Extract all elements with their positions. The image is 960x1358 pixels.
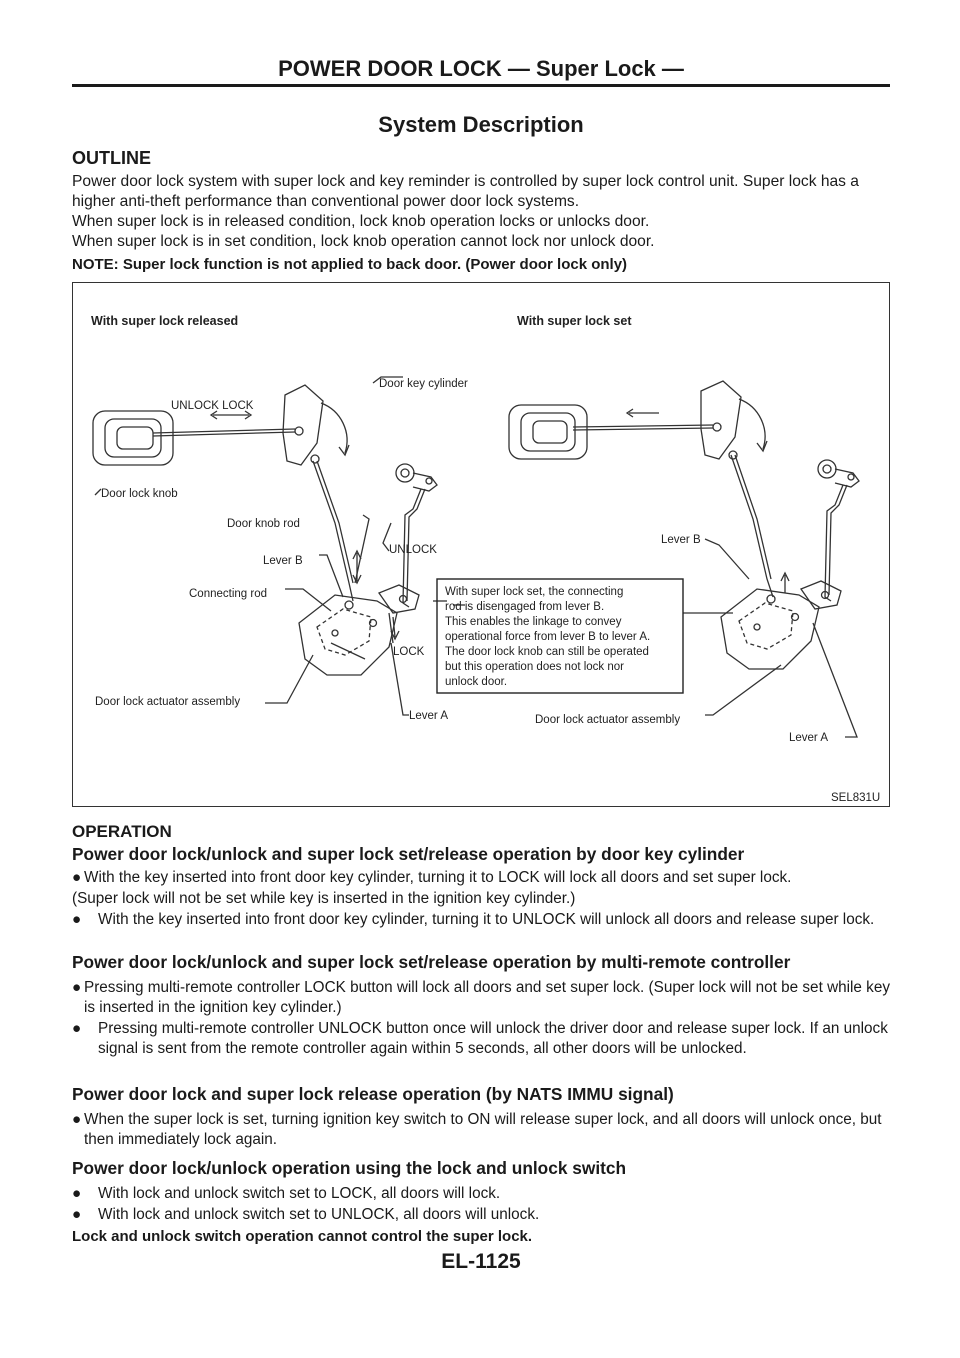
operation-list: [72, 1110, 892, 1151]
item-text: Pressing multi-remote controller LOCK button will lock all doors and set super lock. (Super lock will not be set while key is inserted in the ignition key cylinder.): [84, 979, 890, 1016]
list-item: [72, 910, 892, 930]
key-cylinder-right: [818, 460, 836, 478]
bullet-icon: ●: [72, 1111, 82, 1128]
figure-code: SEL831U: [831, 792, 881, 804]
callout-line: This enables the linkage to convey: [445, 616, 622, 628]
operation-list: [72, 868, 892, 931]
label-unlock: UNLOCK: [389, 544, 437, 556]
page-number: EL-1125: [441, 1250, 521, 1273]
bracket-left: [283, 385, 323, 465]
item-text: Pressing multi-remote controller UNLOCK button once will unlock the driver door and release super lock. If an unlock signal is sent from the remote controller again within 5 seconds, all other doors will be unlocked.: [98, 1020, 888, 1057]
list-item: [72, 1205, 892, 1225]
label-lever-b: Lever B: [263, 555, 303, 567]
item-text: With the key inserted into front door key cylinder, turning it to UNLOCK will unlock all doors and release super lock.: [98, 911, 875, 928]
callout-line: operational force from lever B to lever A.: [445, 631, 651, 643]
item-text: With lock and unlock switch set to UNLOCK, all doors will unlock.: [98, 1206, 540, 1223]
item-text: With lock and unlock switch set to LOCK, all doors will lock.: [98, 1185, 501, 1202]
bracket-right: [701, 381, 741, 459]
outline-heading: OUTLINE: [72, 148, 151, 168]
outline-body: [72, 172, 892, 252]
label-door-knob-rod: Door knob rod: [227, 518, 300, 530]
diagram-svg: [73, 283, 891, 808]
label-lever-a: Lever A: [409, 710, 448, 722]
list-item: [72, 1110, 892, 1150]
label-right-lever-b: Lever B: [661, 534, 701, 546]
label-lock: LOCK: [393, 646, 425, 658]
section-title: System Description: [378, 112, 584, 137]
bullet-icon: ●: [72, 869, 82, 886]
operation-list: [72, 1184, 892, 1226]
label-right-title: With super lock set: [517, 314, 632, 328]
outline-paragraph: When super lock is in set condition, lock knob operation cannot lock nor unlock door.: [72, 233, 655, 250]
outline-paragraph: When super lock is in released condition, lock knob operation locks or unlocks door.: [72, 213, 650, 230]
label-connecting-rod: Connecting rod: [189, 588, 267, 600]
operation-section-title: Power door lock/unlock and super lock set/release operation by multi-remote controller: [72, 952, 791, 972]
label-right-lever-a: Lever A: [789, 732, 828, 744]
callout-line: but this operation does not lock nor: [445, 661, 625, 673]
actuator-right: [721, 589, 819, 669]
label-right-actuator: Door lock actuator assembly: [535, 714, 681, 726]
callout-line: rod is disengaged from lever B.: [445, 601, 605, 613]
label-door-lock-knob: Door lock knob: [101, 488, 178, 500]
bullet-icon: ●: [72, 911, 82, 928]
operation-section-title: Power door lock/unlock and super lock set/release operation by door key cylinder: [72, 844, 745, 864]
list-item: [72, 1184, 892, 1204]
callout-line: With super lock set, the connecting: [445, 586, 624, 598]
label-door-key-cylinder: Door key cylinder: [379, 378, 468, 390]
header-rule: [72, 84, 890, 87]
bullet-icon: ●: [72, 1185, 82, 1202]
item-text: With the key inserted into front door key cylinder, turning it to LOCK will lock all doors and set super lock.: [84, 869, 792, 886]
actuator-left: [299, 595, 397, 675]
operation-heading: OPERATION: [72, 822, 172, 841]
list-item: [72, 889, 892, 909]
outline-note: NOTE: Super lock function is not applied to back door. (Power door lock only): [72, 256, 628, 273]
item-text: (Super lock will not be set while key is inserted in the ignition key cylinder.): [72, 890, 576, 907]
bullet-icon: ●: [72, 979, 82, 996]
bullet-icon: ●: [72, 1020, 82, 1037]
key-cylinder-left: [396, 464, 414, 482]
outline-paragraph: Power door lock system with super lock and key reminder is controlled by super lock control unit. Super lock has a higher anti-theft performance than conventional power door lock systems.: [72, 173, 859, 210]
operation-list: [72, 978, 892, 1060]
list-item: [72, 1019, 892, 1059]
label-left-title: With super lock released: [91, 314, 239, 328]
operation-section-title: Power door lock and super lock release operation (by NATS IMMU signal): [72, 1084, 674, 1104]
list-item: [72, 978, 892, 1018]
operation-section-title: Power door lock/unlock operation using the lock and unlock switch: [72, 1158, 627, 1178]
closing-note: Lock and unlock switch operation cannot control the super lock.: [72, 1228, 533, 1245]
list-item: [72, 868, 892, 888]
label-door-lock-actuator: Door lock actuator assembly: [95, 696, 241, 708]
callout-line: The door lock knob can still be operated: [445, 646, 649, 658]
bullet-icon: ●: [72, 1206, 82, 1223]
super-lock-diagram: [72, 282, 890, 807]
item-text: When the super lock is set, turning ignition key switch to ON will release super lock, and all doors will unlock once, but then immediately lock again.: [84, 1111, 882, 1148]
callout-line: unlock door.: [445, 676, 508, 688]
label-unlock-lock: UNLOCK LOCK: [171, 400, 254, 412]
page-header: POWER DOOR LOCK — Super Lock —: [278, 56, 684, 81]
